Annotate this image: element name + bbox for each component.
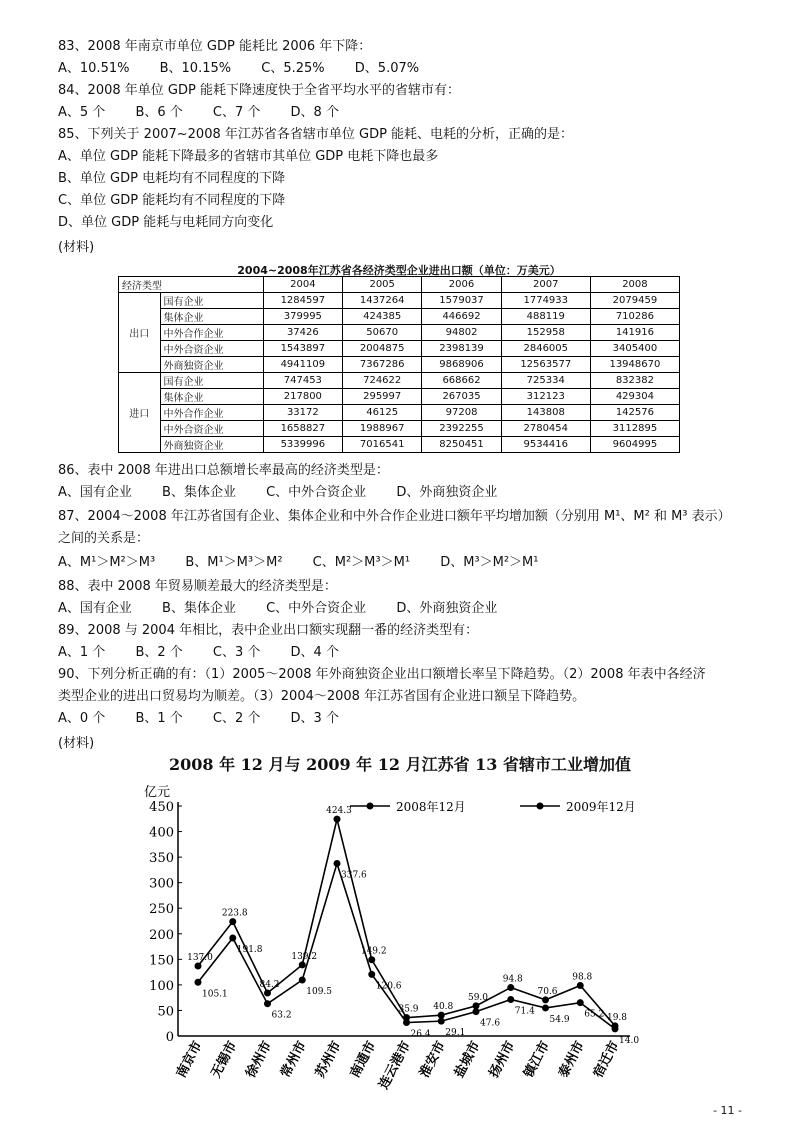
material-label: (材料) [58, 240, 95, 255]
option-a: A、5 个 [58, 105, 106, 120]
table-cell: 668662 [422, 373, 501, 389]
chart-title: 2008 年 12 月与 2009 年 12 月江苏省 13 省辖市工业增加值 [169, 755, 631, 774]
data-point [438, 1018, 445, 1025]
year-header: 2008 [590, 277, 679, 293]
table-cell: 2846005 [501, 341, 590, 357]
data-label: 139.2 [291, 951, 318, 962]
y-tick-label: 200 [149, 927, 174, 943]
year-header: 2007 [501, 277, 590, 293]
row-type: 中外合作企业 [160, 325, 263, 341]
x-tick-label: 南京市 [173, 1038, 206, 1081]
table-row [119, 325, 680, 341]
data-point [334, 860, 341, 867]
y-tick-label: 100 [149, 978, 174, 994]
table-cell: 33172 [263, 405, 342, 421]
table-row [119, 421, 680, 437]
option-b: B、6 个 [135, 105, 183, 120]
data-label: 40.8 [433, 1002, 454, 1013]
y-tick-label: 400 [149, 825, 174, 841]
x-tick-label: 扬州市 [486, 1038, 519, 1081]
data-label: 191.8 [236, 944, 263, 955]
data-label: 26.4 [410, 1029, 431, 1040]
data-point [542, 996, 549, 1003]
option-a: A、10.51% [58, 61, 130, 76]
data-label: 98.8 [572, 972, 593, 983]
question-85-stem: 85、下列关于 2007~2008 年江苏省各省辖市单位 GDP 能耗、电耗的分析，正确的是： [58, 127, 574, 142]
data-label: 35.9 [398, 1004, 419, 1015]
data-label: 424.3 [326, 806, 352, 817]
table-cell: 1437264 [343, 293, 422, 309]
x-tick-label: 南通市 [347, 1038, 380, 1081]
year-header: 2005 [343, 277, 422, 293]
table-row [119, 293, 680, 309]
data-label: 65.2 [584, 1009, 605, 1020]
group-label: 进口 [119, 373, 161, 453]
data-label: 120.6 [375, 981, 402, 992]
data-label: 29.1 [445, 1028, 466, 1039]
table-cell: 37426 [263, 325, 342, 341]
data-label: 19.8 [606, 1012, 628, 1023]
x-tick-label: 盐城市 [451, 1038, 484, 1081]
x-tick-label: 连云港市 [376, 1038, 415, 1092]
data-point [577, 999, 584, 1006]
option-c: C、单位 GDP 能耗均有不同程度的下降 [58, 193, 286, 208]
x-tick-label: 宿迁市 [590, 1038, 623, 1081]
data-label: 149.2 [360, 946, 387, 957]
table-cell: 142576 [590, 405, 679, 421]
row-type: 集体企业 [160, 389, 263, 405]
table-cell: 1579037 [422, 293, 501, 309]
table-cell: 141916 [590, 325, 679, 341]
data-label: 84.2 [259, 979, 280, 990]
row-type: 中外合作企业 [160, 405, 263, 421]
option-b: B、单位 GDP 电耗均有不同程度的下降 [58, 171, 286, 186]
question-88-options [58, 600, 523, 618]
option-c: C、中外合资企业 [266, 485, 367, 500]
table-cell: 152958 [501, 325, 590, 341]
option-c: C、3 个 [212, 645, 261, 660]
data-label: 71.4 [514, 1006, 535, 1017]
table-cell: 217800 [263, 389, 342, 405]
table-cell: 94802 [422, 325, 501, 341]
data-label: 337.6 [341, 870, 367, 881]
y-tick-label: 450 [149, 800, 174, 815]
option-a: A、单位 GDP 能耗下降最多的省辖市其单位 GDP 电耗下降也最多 [58, 149, 439, 164]
data-point [368, 971, 375, 978]
table-row [119, 357, 680, 373]
row-type: 国有企业 [160, 373, 263, 389]
question-83-stem: 83、2008 年南京市单位 GDP 能耗比 2006 年下降： [58, 39, 372, 54]
option-d: D、5.07% [354, 61, 420, 76]
data-label: 223.8 [221, 908, 248, 919]
data-label: 137.0 [187, 952, 213, 963]
option-b: B、M¹＞M³＞M² [185, 555, 283, 570]
question-90-options [58, 710, 365, 728]
legend-label: 2008年12月 [396, 800, 466, 814]
x-tick-label: 镇江市 [521, 1038, 554, 1081]
data-point [229, 918, 236, 925]
table-cell: 2398139 [422, 341, 501, 357]
trade-table [118, 276, 680, 453]
x-tick-label: 泰州市 [556, 1038, 588, 1081]
data-point [299, 977, 306, 984]
table-row [119, 389, 680, 405]
table-cell: 1658827 [263, 421, 342, 437]
table-cell: 7367286 [343, 357, 422, 373]
option-b: B、集体企业 [162, 601, 236, 616]
table-cell: 46125 [343, 405, 422, 421]
option-c: C、2 个 [212, 711, 261, 726]
table-cell: 143808 [501, 405, 590, 421]
question-84-options [58, 104, 365, 122]
industrial-value-line-chart [0, 770, 800, 1100]
option-d: D、M³＞M²＞M¹ [440, 555, 539, 570]
data-point [403, 1014, 410, 1021]
question-87-stem: 87、2004～2008 年江苏省国有企业、集体企业和中外合作企业进口额年平均增加额（分别用 M¹、M² 和 M³ 表示） [58, 509, 731, 524]
table-cell: 1774933 [501, 293, 590, 309]
question-89-stem: 89、2008 与 2004 年相比，表中企业出口额实现翻一番的经济类型有： [58, 623, 479, 638]
question-89-options [58, 644, 365, 662]
option-d: D、外商独资企业 [396, 601, 498, 616]
option-c: C、中外合资企业 [266, 601, 367, 616]
table-cell: 12563577 [501, 357, 590, 373]
data-label: 47.6 [480, 1018, 501, 1029]
table-cell: 1543897 [263, 341, 342, 357]
data-point [195, 962, 202, 969]
data-label: 94.8 [502, 974, 523, 985]
table-cell: 446692 [422, 309, 501, 325]
option-a: A、0 个 [58, 711, 106, 726]
table-cell: 710286 [590, 309, 679, 325]
option-d: D、8 个 [290, 105, 339, 120]
table-cell: 2392255 [422, 421, 501, 437]
data-point [507, 996, 514, 1003]
table-row [119, 341, 680, 357]
group-label: 出口 [119, 293, 161, 373]
question-86-options [58, 484, 523, 502]
data-point [438, 1012, 445, 1019]
table-cell: 5339996 [263, 437, 342, 453]
question-90-stem: 90、下列分析正确的有：（1）2005～2008 年外商独资企业出口额增长率呈下降趋势。（2）2008 年表中各经济 [58, 667, 706, 682]
option-d: D、单位 GDP 能耗与电耗同方向变化 [58, 215, 274, 230]
data-label: 109.5 [306, 987, 333, 998]
y-tick-label: 0 [165, 1030, 174, 1045]
data-point [264, 1000, 271, 1007]
data-point [507, 984, 514, 991]
table-cell: 379995 [263, 309, 342, 325]
data-point [334, 816, 341, 823]
table-cell: 747453 [263, 373, 342, 389]
x-tick-label: 苏州市 [312, 1038, 345, 1081]
data-point [195, 979, 202, 986]
material-label: (材料) [58, 736, 95, 751]
legend-marker [367, 803, 374, 810]
x-tick-label: 常州市 [278, 1038, 310, 1081]
option-c: C、M²＞M³＞M¹ [312, 555, 411, 570]
table-cell: 1988967 [343, 421, 422, 437]
data-point [368, 956, 375, 963]
legend-label: 2009年12月 [566, 800, 636, 814]
option-a: A、国有企业 [58, 601, 132, 616]
table-cell: 424385 [343, 309, 422, 325]
option-c: C、7 个 [212, 105, 261, 120]
row-type: 集体企业 [160, 309, 263, 325]
question-90-stem-cont: 类型企业的进出口贸易均为顺差。（3）2004～2008 年江苏省国有企业进口额呈下降趋势。 [58, 689, 586, 704]
year-header: 2006 [422, 277, 501, 293]
table-cell: 9604995 [590, 437, 679, 453]
table-cell: 312123 [501, 389, 590, 405]
data-point [577, 982, 584, 989]
y-tick-label: 150 [149, 953, 174, 969]
row-type: 中外合资企业 [160, 421, 263, 437]
row-type: 中外合资企业 [160, 341, 263, 357]
table-header-row [119, 277, 680, 293]
table-row [119, 309, 680, 325]
table-cell: 50670 [343, 325, 422, 341]
y-tick-label: 250 [149, 902, 174, 918]
data-label: 105.1 [202, 989, 228, 1000]
question-86-stem: 86、表中 2008 年进出口总额增长率最高的经济类型是： [58, 463, 389, 478]
table-cell: 8250451 [422, 437, 501, 453]
data-point [229, 934, 236, 941]
data-point [473, 1002, 480, 1009]
y-axis-label: 亿元 [144, 785, 171, 800]
page-number: - 11 - [713, 1104, 742, 1117]
table-row [119, 437, 680, 453]
option-d: D、3 个 [290, 711, 339, 726]
option-b: B、10.15% [159, 61, 232, 76]
legend-marker [537, 803, 544, 810]
table-cell: 13948670 [590, 357, 679, 373]
table-row [119, 405, 680, 421]
table-row [119, 373, 680, 389]
data-point [542, 1004, 549, 1011]
option-b: B、2 个 [135, 645, 183, 660]
table-cell: 9868906 [422, 357, 501, 373]
x-tick-label: 无锡市 [208, 1038, 241, 1081]
question-84-stem: 84、2008 年单位 GDP 能耗下降速度快于全省平均水平的省辖市有： [58, 83, 460, 98]
question-83-options [58, 60, 445, 78]
table-cell: 9534416 [501, 437, 590, 453]
table-cell: 97208 [422, 405, 501, 421]
option-d: D、外商独资企业 [396, 485, 498, 500]
table-cell: 7016541 [343, 437, 422, 453]
table-cell: 1284597 [263, 293, 342, 309]
row-type: 外商独资企业 [160, 437, 263, 453]
question-87-stem-cont: 之间的关系是： [58, 531, 150, 546]
data-point [612, 1022, 619, 1029]
data-label: 63.2 [271, 1010, 292, 1021]
table-header-type: 经济类型 [119, 277, 264, 293]
year-header: 2004 [263, 277, 342, 293]
table-cell: 295997 [343, 389, 422, 405]
table-cell: 429304 [590, 389, 679, 405]
table-cell: 488119 [501, 309, 590, 325]
data-label: 59.0 [467, 992, 489, 1003]
table-cell: 2780454 [501, 421, 590, 437]
option-b: B、1 个 [135, 711, 183, 726]
option-c: C、5.25% [261, 61, 325, 76]
data-label: 54.9 [549, 1014, 570, 1025]
table-cell: 832382 [590, 373, 679, 389]
x-tick-label: 徐州市 [243, 1038, 276, 1081]
data-label: 70.6 [537, 986, 558, 997]
option-a: A、M¹＞M²＞M³ [58, 555, 156, 570]
table-cell: 267035 [422, 389, 501, 405]
option-a: A、国有企业 [58, 485, 132, 500]
table-cell: 2079459 [590, 293, 679, 309]
option-b: B、集体企业 [162, 485, 236, 500]
table-cell: 724622 [343, 373, 422, 389]
table-cell: 725334 [501, 373, 590, 389]
data-point [264, 989, 271, 996]
data-point [299, 961, 306, 968]
option-a: A、1 个 [58, 645, 106, 660]
y-tick-label: 350 [149, 851, 174, 867]
y-tick-label: 50 [157, 1004, 174, 1020]
row-type: 国有企业 [160, 293, 263, 309]
question-88-stem: 88、表中 2008 年贸易顺差最大的经济类型是： [58, 579, 337, 594]
question-87-options [58, 554, 564, 572]
data-label: 14.0 [619, 1035, 640, 1046]
table-cell: 3405400 [590, 341, 679, 357]
table-cell: 2004875 [343, 341, 422, 357]
y-tick-label: 300 [149, 876, 174, 892]
option-d: D、4 个 [290, 645, 339, 660]
table-cell: 3112895 [590, 421, 679, 437]
table-title: 2004~2008年江苏省各经济类型企业进出口额（单位：万美元） [237, 264, 561, 277]
x-tick-label: 淮安市 [417, 1038, 449, 1081]
table-cell: 4941109 [263, 357, 342, 373]
row-type: 外商独资企业 [160, 357, 263, 373]
